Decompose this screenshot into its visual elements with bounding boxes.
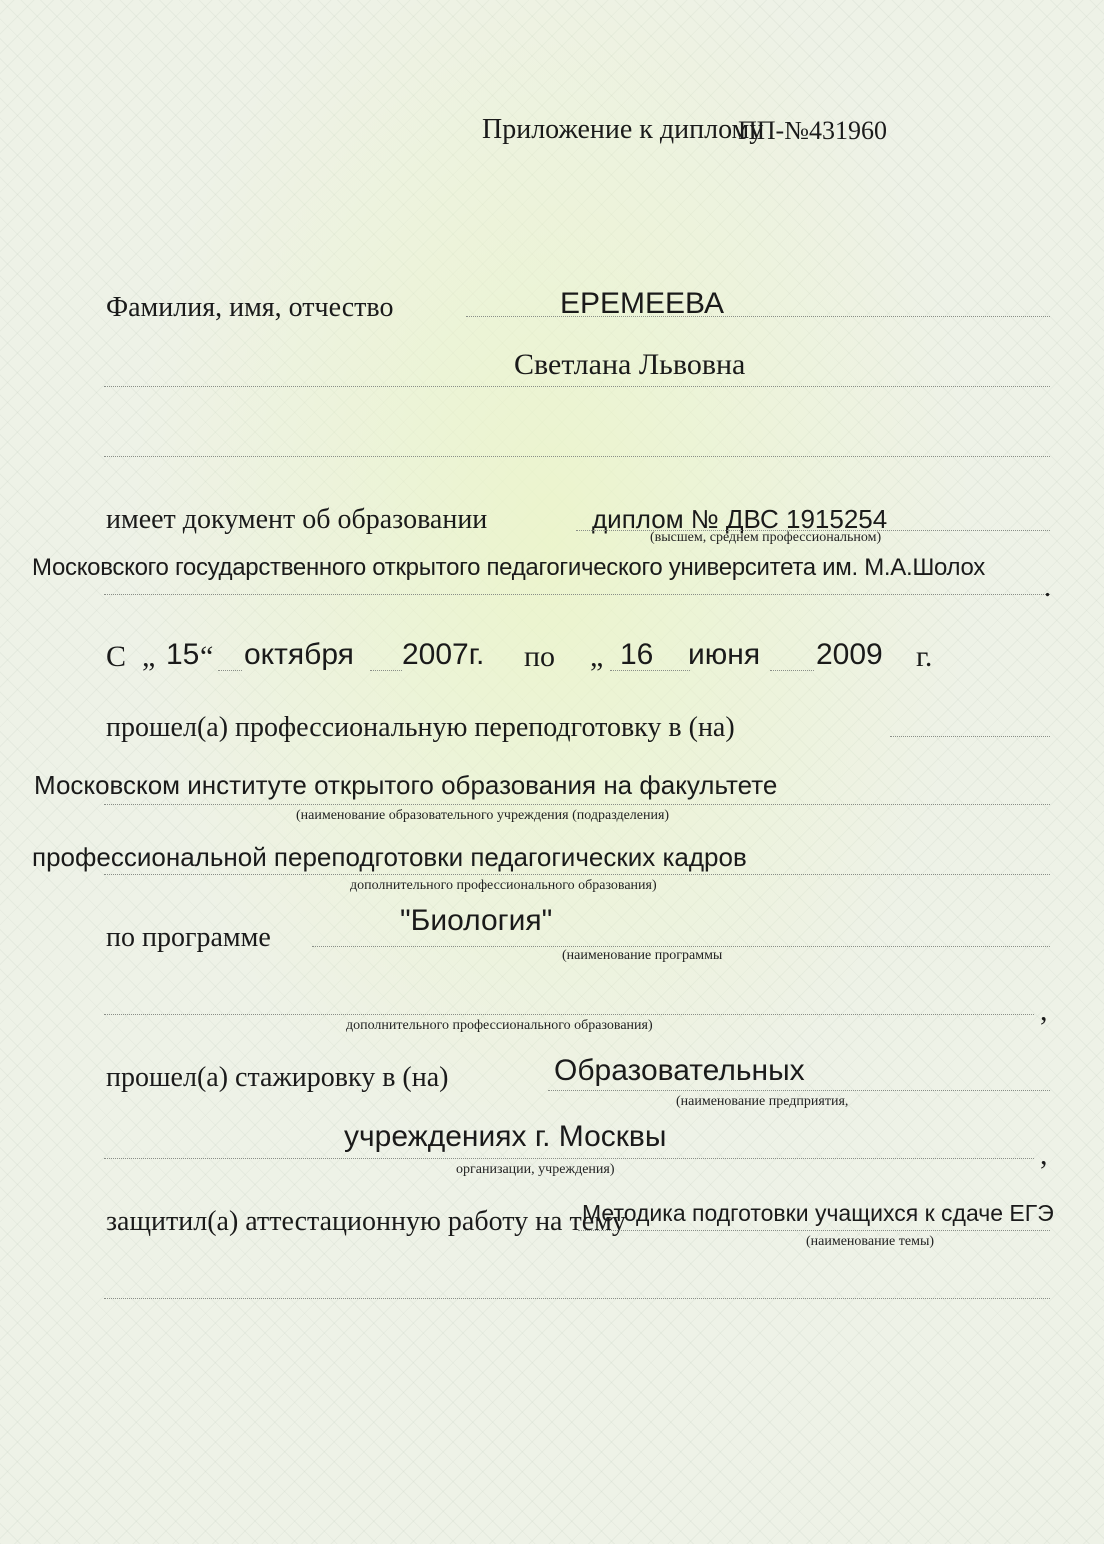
period-open-quote: „ — [142, 640, 156, 673]
name-label: Фамилия, имя, отчество — [106, 292, 394, 323]
program-label: по программе — [106, 922, 271, 953]
start-year: 2007г. — [402, 638, 485, 671]
retraining-underline-2 — [104, 874, 1050, 875]
start-month: октября — [244, 638, 354, 671]
end-day: 16 — [620, 638, 654, 671]
institution-end-dot: . — [1044, 572, 1051, 603]
internship-value-2: учреждениях г. Москвы — [344, 1120, 667, 1153]
retraining-underline-1 — [104, 804, 1050, 805]
program-underline-1 — [312, 946, 1050, 947]
program-caption-1: (наименование программы — [562, 948, 723, 963]
period-open-quote-2: „ — [590, 640, 604, 673]
program-underline-2 — [104, 1014, 1034, 1015]
thesis-caption: (наименование темы) — [806, 1234, 935, 1249]
start-day-underline — [218, 670, 242, 671]
retraining-underline-0 — [890, 736, 1050, 737]
thesis-underline-1 — [578, 1230, 1050, 1231]
program-value: "Биология" — [400, 904, 553, 937]
start-day: 15 — [166, 638, 200, 671]
education-label: имеет документ об образовании — [106, 504, 488, 535]
education-caption: (высшем, среднем профессиональном) — [650, 530, 882, 545]
retraining-caption-1: (наименование образовательного учреждения (подразделения) — [296, 808, 670, 823]
retraining-institution-line1: Московском институте открытого образования на факультете — [34, 770, 778, 800]
internship-underline-2 — [104, 1158, 1034, 1159]
thesis-underline-2 — [104, 1298, 1050, 1299]
end-year: 2009 — [816, 638, 883, 671]
internship-caption-2: организации, учреждения) — [456, 1162, 615, 1177]
end-month: июня — [688, 638, 761, 671]
diploma-number: ПП-№431960 — [738, 116, 888, 145]
thesis-value: Методика подготовки учащихся к сдаче ЕГЭ — [582, 1200, 1054, 1226]
name-underline-3 — [104, 456, 1050, 457]
period-by: по — [524, 640, 556, 673]
retraining-institution-line2: профессиональной переподготовки педагогических кадров — [32, 842, 747, 872]
retraining-caption-2: дополнительного профессионального образования) — [350, 878, 657, 893]
education-document: диплом № ДВС 1915254 — [592, 504, 888, 534]
education-institution: Московского государственного открытого педагогического университета им. М.А.Шолох — [32, 554, 985, 581]
internship-caption-1: (наименование предприятия, — [676, 1094, 849, 1109]
internship-label: прошел(а) стажировку в (на) — [106, 1062, 449, 1093]
retraining-label: прошел(а) профессиональную переподготовку в (на) — [106, 712, 735, 743]
given-name-value: Светлана Львовна — [514, 348, 746, 381]
name-underline-2 — [104, 386, 1050, 387]
appendix-title: Приложение к диплому — [482, 114, 764, 145]
internship-value-1: Образовательных — [554, 1054, 805, 1087]
program-caption-2: дополнительного профессионального образования) — [346, 1018, 653, 1033]
end-month-underline — [770, 670, 814, 671]
period-close-quote: “ — [200, 640, 214, 673]
internship-underline-1 — [548, 1090, 1050, 1091]
period-suffix: г. — [916, 640, 933, 673]
name-underline-1 — [466, 316, 1050, 317]
institution-underline — [104, 594, 1050, 595]
period-prefix: С — [106, 640, 127, 673]
surname-value: ЕРЕМЕЕВА — [560, 287, 725, 320]
thesis-label: защитил(а) аттестационную работу на тему — [106, 1206, 626, 1237]
internship-comma: , — [1040, 1138, 1048, 1171]
start-month-underline — [370, 670, 402, 671]
program-comma: , — [1040, 994, 1048, 1027]
